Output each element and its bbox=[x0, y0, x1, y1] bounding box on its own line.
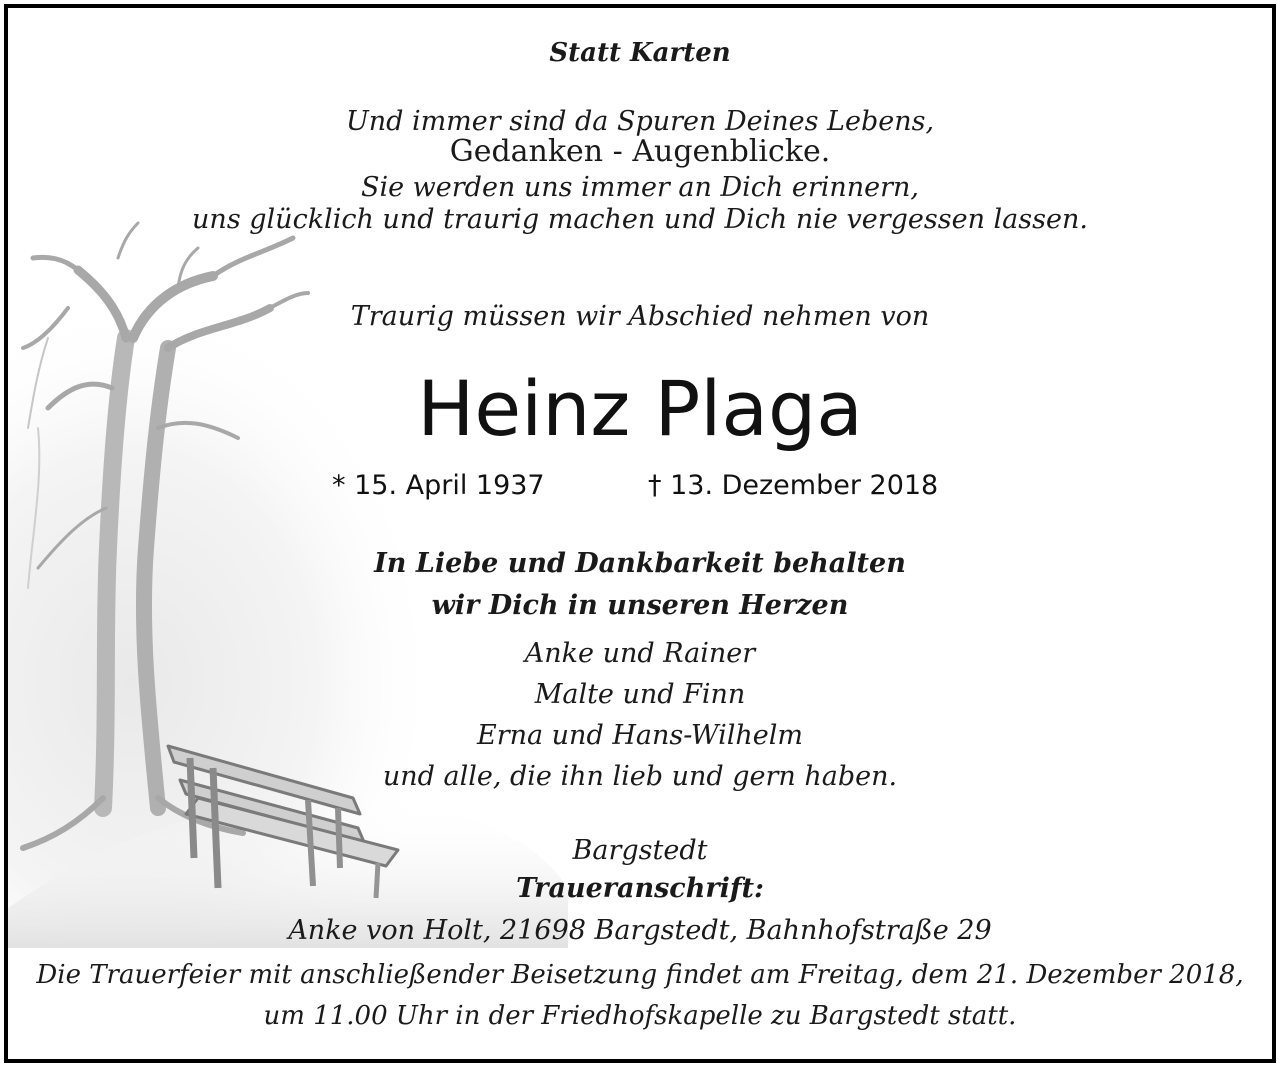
birth-date: * 15. April 1937 bbox=[332, 470, 545, 501]
poem-line-4: uns glücklich und traurig machen und Dich nie vergessen lassen. bbox=[192, 204, 1088, 235]
address-place: Bargstedt bbox=[572, 835, 708, 866]
mourner-3: Erna und Hans-Wilhelm bbox=[476, 720, 804, 751]
header-title: Statt Karten bbox=[549, 38, 731, 68]
death-date: † 13. Dezember 2018 bbox=[648, 470, 939, 501]
obituary-card bbox=[4, 4, 1276, 1063]
poem-line-1: Und immer sind da Spuren Deines Lebens, bbox=[345, 106, 935, 137]
poem-line-3: Sie werden uns immer an Dich erinnern, bbox=[360, 172, 920, 203]
dedication-line-2: wir Dich in unseren Herzen bbox=[431, 590, 849, 621]
dedication-line-1: In Liebe und Dankbarkeit behalten bbox=[374, 548, 906, 579]
mourner-1: Anke und Rainer bbox=[524, 638, 756, 669]
mourner-2: Malte und Finn bbox=[534, 679, 746, 710]
funeral-line-2: um 11.00 Uhr in der Friedhofskapelle zu Bargstedt statt. bbox=[263, 1001, 1017, 1031]
address-line: Anke von Holt, 21698 Bargstedt, Bahnhofstraße 29 bbox=[288, 915, 992, 946]
poem-line-2: Gedanken - Augenblicke. bbox=[449, 134, 831, 169]
announcement-intro: Traurig müssen wir Abschied nehmen von bbox=[350, 301, 930, 332]
deceased-name: Heinz Plaga bbox=[417, 364, 863, 453]
funeral-line-1: Die Trauerfeier mit anschließender Beisetzung findet am Freitag, dem 21. Dezember 2018, bbox=[36, 960, 1244, 990]
address-label: Traueranschrift: bbox=[516, 873, 764, 904]
mourner-4: und alle, die ihn lieb und gern haben. bbox=[382, 761, 898, 792]
